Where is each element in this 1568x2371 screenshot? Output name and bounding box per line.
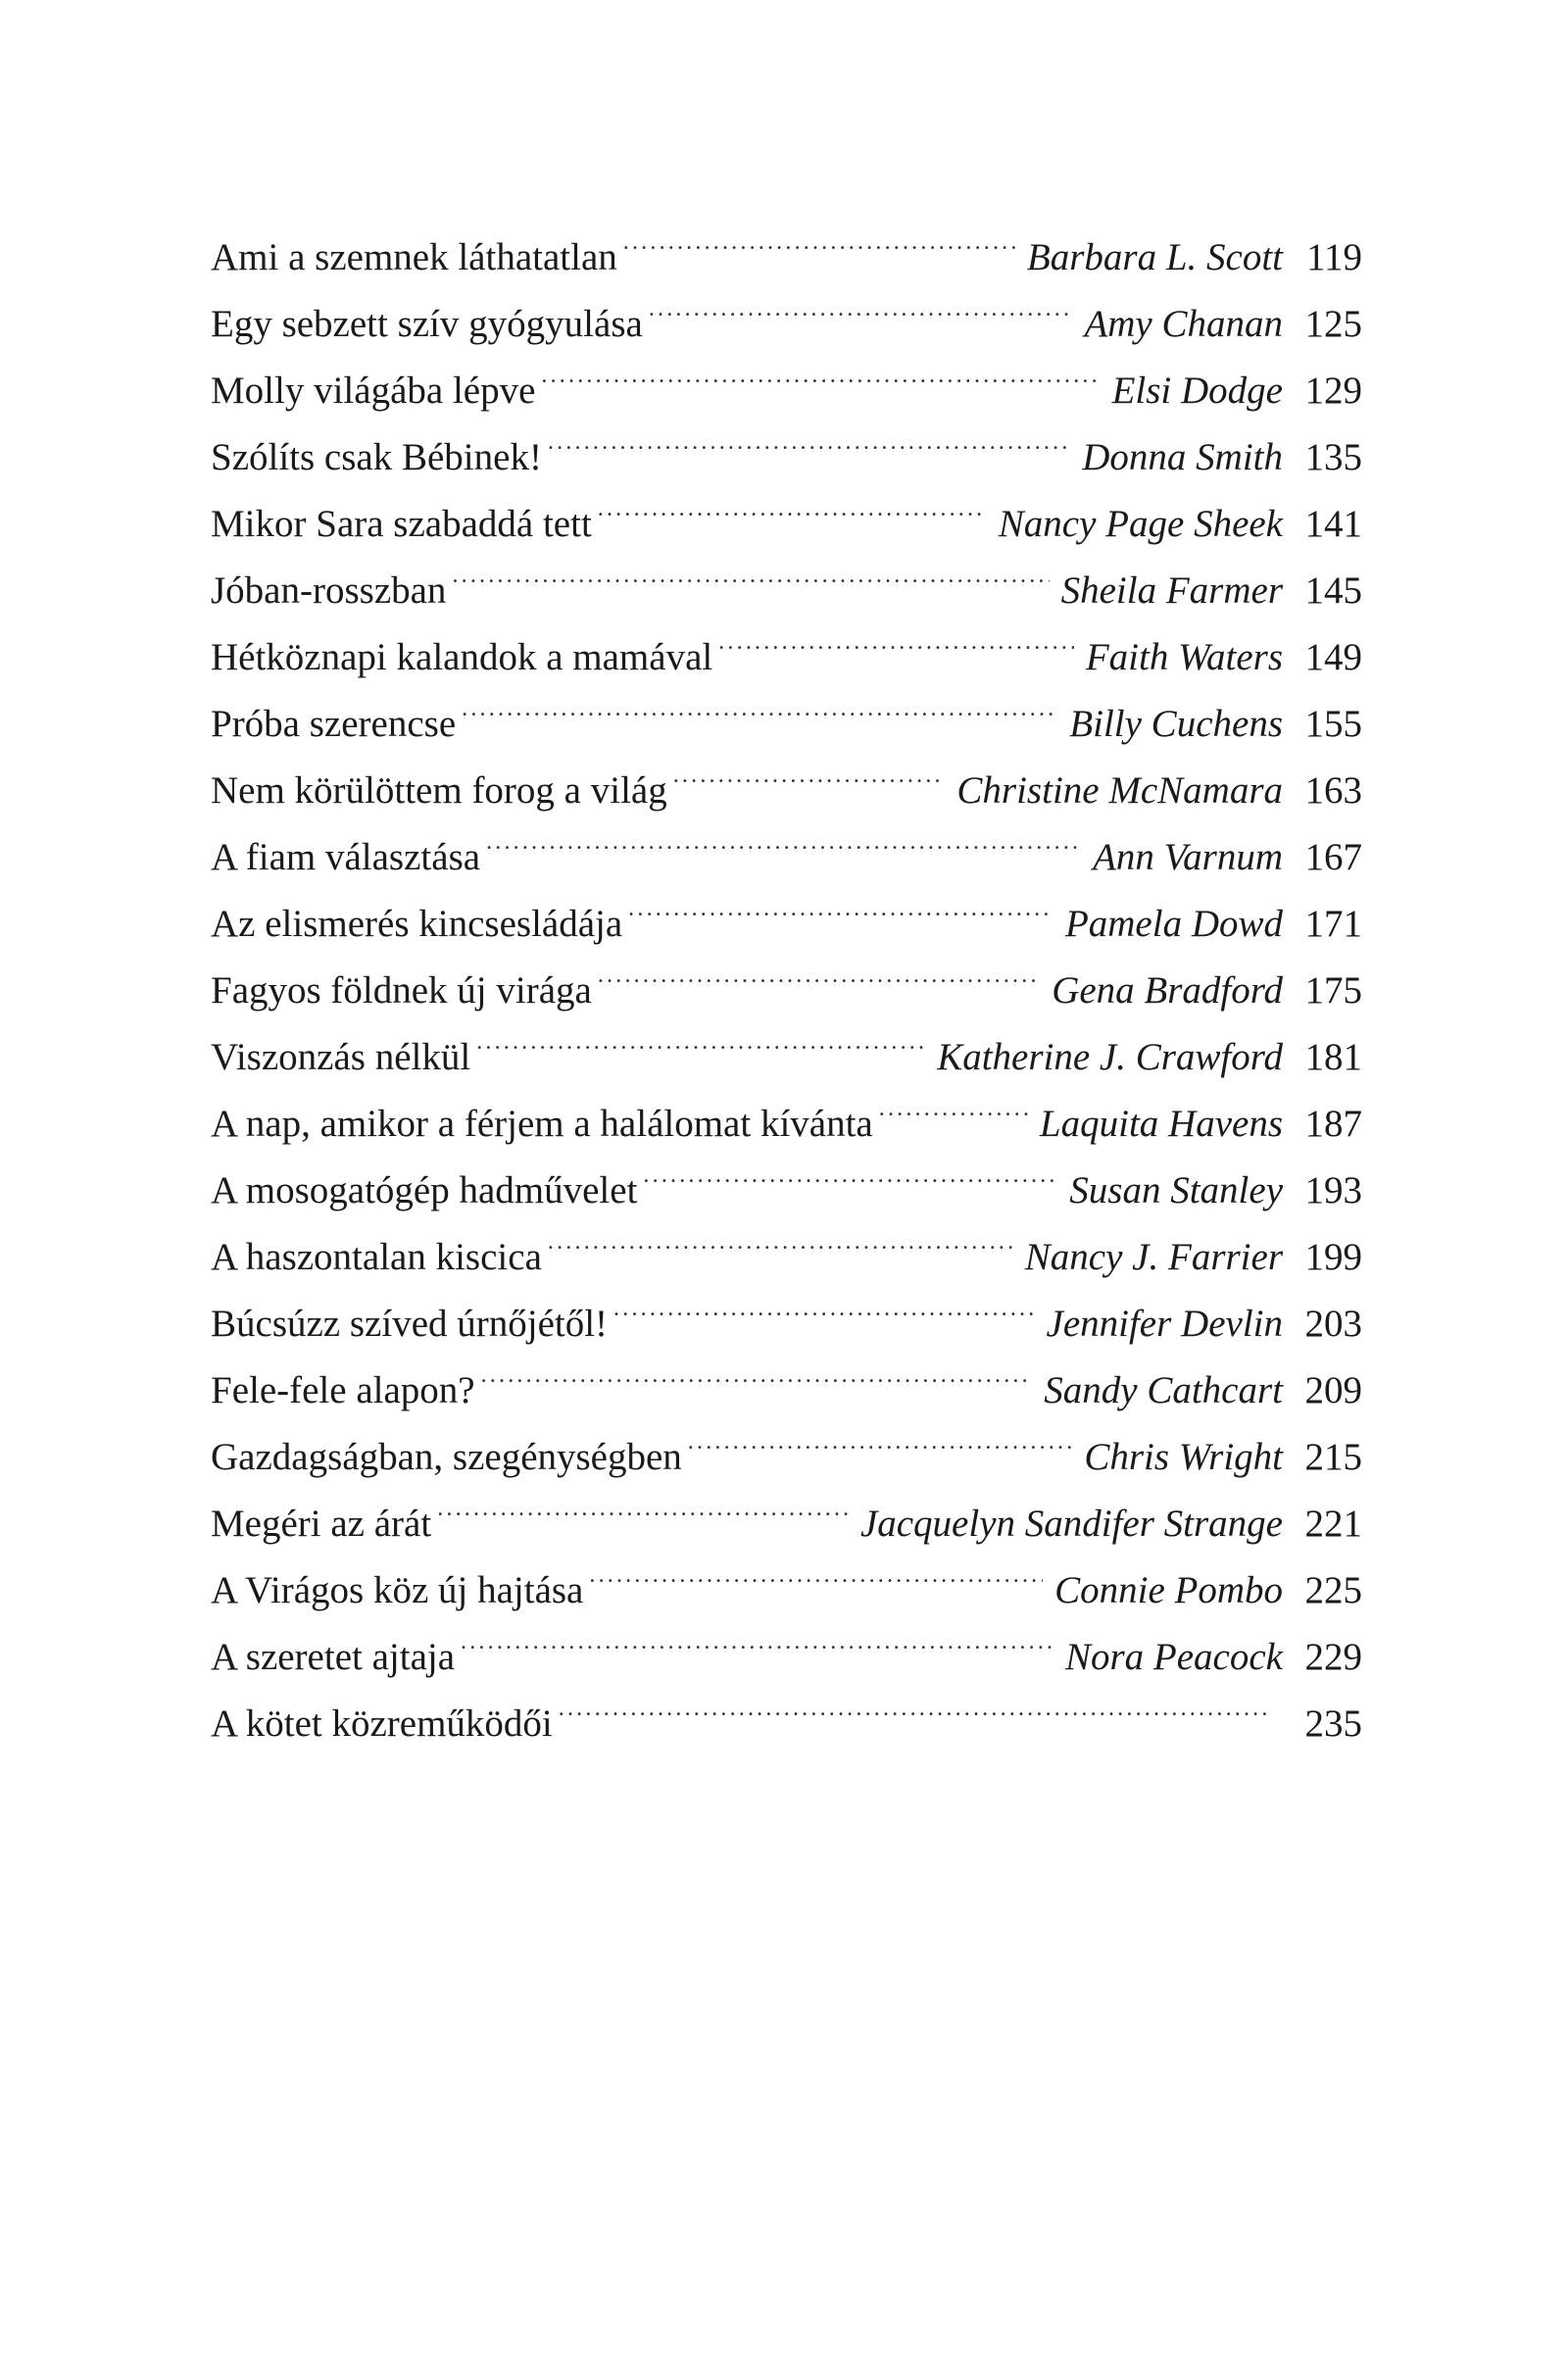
dot-leader [541,336,1100,403]
entry-author: Billy Cuchens [1069,703,1283,745]
entry-title: Viszonzás nélkül [211,1036,471,1078]
entry-page-number: 149 [1304,636,1362,678]
dot-leader [628,869,1054,936]
dot-leader [598,936,1040,1003]
dot-leader [879,1069,1028,1136]
entry-author: Amy Chanan [1084,303,1283,345]
entry-title: Gazdagságban, szegénységben [211,1436,682,1478]
entry-title: Hétköznapi kalandok a mamával [211,636,713,678]
entry-page-number: 229 [1304,1636,1362,1678]
entry-author: Sandy Cathcart [1044,1369,1283,1411]
entry-title: A mosogatógép hadművelet [211,1169,638,1211]
entry-page-number: 175 [1304,969,1362,1012]
dot-leader [589,1536,1043,1603]
entry-author: Jennifer Devlin [1046,1303,1283,1345]
dot-leader [481,1336,1033,1403]
entry-title: Búcsúzz szíved úrnőjétől! [211,1303,609,1345]
entry-page-number: 225 [1304,1569,1362,1611]
toc-entry [211,203,1362,278]
entry-author: Chris Wright [1084,1436,1283,1478]
entry-author: Connie Pombo [1054,1569,1283,1611]
dot-leader [623,203,1015,270]
entry-title: A haszontalan kiscica [211,1236,542,1278]
dot-leader [462,669,1057,736]
entry-page-number: 181 [1304,1036,1362,1078]
entry-author: Ann Varnum [1093,836,1283,878]
dot-leader [452,536,1049,603]
dot-leader [598,469,987,536]
dot-leader [461,1603,1054,1669]
entry-page-number: 209 [1304,1369,1362,1411]
entry-title: Próba szerencse [211,703,457,745]
entry-title: Egy sebzett szív gyógyulása [211,303,643,345]
entry-page-number: 155 [1304,703,1362,745]
entry-title: Fagyos földnek új virága [211,969,592,1012]
entry-author: Nancy Page Sheek [998,503,1283,545]
entry-title: A fiam választása [211,836,481,878]
dot-leader [476,1003,925,1069]
entry-page-number: 125 [1304,303,1362,345]
entry-page-number: 235 [1304,1703,1362,1745]
entry-title: Mikor Sara szabaddá tett [211,503,592,545]
entry-page-number: 129 [1304,370,1362,412]
entry-page-number: 167 [1304,836,1362,878]
entry-title: Megéri az árát [211,1503,432,1545]
entry-title: A kötet közreműködői [211,1703,553,1745]
entry-title: Szólíts csak Bébinek! [211,436,542,478]
entry-page-number: 171 [1304,903,1362,945]
dot-leader [559,1669,1271,1736]
entry-author: Katherine J. Crawford [937,1036,1283,1078]
entry-title: A Virágos köz új hajtása [211,1569,584,1611]
entry-title: Molly világába lépve [211,370,536,412]
dot-leader [649,270,1073,336]
entry-page-number: 135 [1304,436,1362,478]
entry-author: Christine McNamara [956,769,1283,812]
entry-author: Barbara L. Scott [1026,236,1283,278]
entry-title: Fele-fele alapon? [211,1369,475,1411]
entry-page-number: 203 [1304,1303,1362,1345]
entry-title: Jóban-rosszban [211,569,447,612]
dot-leader [613,1269,1034,1336]
entry-page-number: 187 [1304,1103,1362,1145]
entry-author: Laquita Havens [1039,1103,1283,1145]
entry-page-number: 215 [1304,1436,1362,1478]
dot-leader [643,1136,1057,1203]
entry-page-number: 199 [1304,1236,1362,1278]
entry-page-number: 145 [1304,569,1362,612]
dot-leader [673,736,946,803]
entry-title: A nap, amikor a férjem a halálomat kívánta [211,1103,873,1145]
dot-leader [688,1403,1073,1469]
table-of-contents [211,203,1362,1745]
entry-author: Pamela Dowd [1064,903,1283,945]
entry-title: Az elismerés kincsesládája [211,903,623,945]
entry-author: Susan Stanley [1069,1169,1283,1211]
entry-title: A szeretet ajtaja [211,1636,456,1678]
dot-leader [548,403,1070,469]
entry-page-number: 141 [1304,503,1362,545]
entry-page-number: 119 [1305,236,1362,278]
dot-leader [718,603,1074,669]
entry-page-number: 221 [1304,1503,1362,1545]
entry-author: Jacquelyn Sandifer Strange [859,1503,1283,1545]
entry-author: Elsi Dodge [1111,370,1283,412]
entry-author: Faith Waters [1085,636,1283,678]
entry-page-number: 163 [1304,769,1362,812]
entry-author: Nancy J. Farrier [1024,1236,1283,1278]
dot-leader [437,1469,849,1536]
dot-leader [548,1203,1013,1269]
entry-title: Nem körülöttem forog a világ [211,769,667,812]
dot-leader [486,803,1081,869]
entry-author: Nora Peacock [1064,1636,1283,1678]
entry-author: Sheila Farmer [1060,569,1283,612]
entry-author: Donna Smith [1082,436,1283,478]
entry-title: Ami a szemnek láthatatlan [211,236,617,278]
entry-page-number: 193 [1304,1169,1362,1211]
entry-author: Gena Bradford [1052,969,1283,1012]
